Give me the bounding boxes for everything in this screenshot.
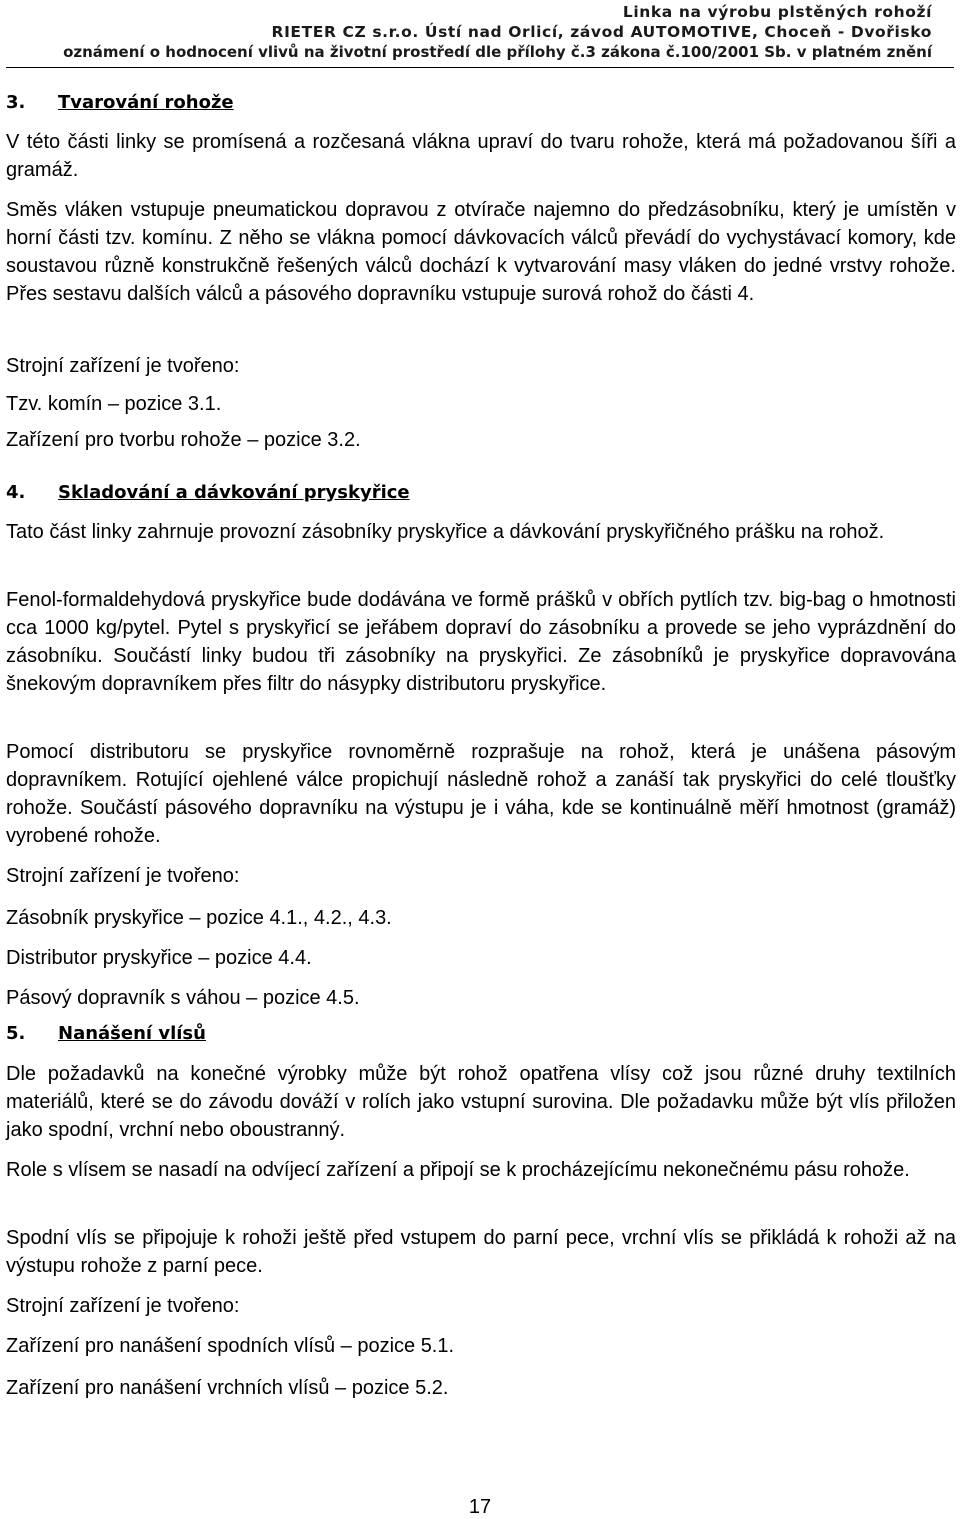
section-3-paragraph-1: V této části linky se promísená a rozčesaná vlákna upraví do tvaru rohože, která má požadovanou šíři a gramáž. <box>6 131 956 181</box>
section-3-number: 3. <box>6 92 26 113</box>
section-4-title: Skladování a dávkování pryskyřice <box>58 482 410 503</box>
section-4-paragraph-2: Fenol-formaldehydová pryskyřice bude dodávána ve formě prášků v obřích pytlích tzv. big-bag o hmotnosti cca 1000 kg/pytel. Pytel s pryskyřicí se jeřábem dopraví do zásobníku a provede se jeho vyprázdnění do zásobníku. Součástí linky budou tři zásobníky na pryskyřici. Ze zásobníků je pryskyřice dopravována šnekovým dopravníkem přes filtr do násypky distributoru pryskyřice. <box>6 589 956 695</box>
section-5-paragraph-3: Spodní vlís se připojuje k rohoži ještě před vstupem do parní pece, vrchní vlís se přikládá k rohoži až na výstupu rohože z parní pece. <box>6 1227 956 1277</box>
section-3-item-1: Tzv. komín – pozice 3.1. <box>6 393 222 415</box>
section-5-item-2: Zařízení pro nanášení vrchních vlísů – pozice 5.2. <box>6 1377 449 1399</box>
header-line-1: Linka na výrobu plstěných rohoží <box>622 3 932 21</box>
header-line-3: oznámení o hodnocení vlivů na životní prostředí dle přílohy č.3 zákona č.100/2001 Sb. v platném znění <box>63 43 932 61</box>
section-4-item-3: Pásový dopravník s váhou – pozice 4.5. <box>6 987 360 1009</box>
section-3-title: Tvarování rohože <box>58 92 234 113</box>
header-rule <box>6 67 954 68</box>
section-4-number: 4. <box>6 482 26 503</box>
section-5-number: 5. <box>6 1023 26 1044</box>
section-4-item-2: Distributor pryskyřice – pozice 4.4. <box>6 947 312 969</box>
page-header <box>63 2 932 62</box>
section-3-paragraph-2: Směs vláken vstupuje pneumatickou dopravou z otvírače najemno do předzásobníku, který je umístěn v horní části tzv. komínu. Z něho se vlákna pomocí dávkovacích válců převádí do vychystávací komory, kde soustavou různě konstrukčně řešených válců dochází k vytvarování masy vláken do jedné vrstvy rohože. Přes sestavu dalších válců a pásového dopravníku vstupuje surová rohož do části 4. <box>6 199 956 305</box>
section-4-equipment-label: Strojní zařízení je tvořeno: <box>6 865 240 887</box>
section-4-item-1: Zásobník pryskyřice – pozice 4.1., 4.2., 4.3. <box>6 907 392 929</box>
section-5-heading <box>6 1023 206 1045</box>
section-5-paragraph-2: Role s vlísem se nasadí na odvíjecí zařízení a připojí se k procházejícímu nekonečnému pásu rohože. <box>6 1159 910 1181</box>
section-5-paragraph-1: Dle požadavků na konečné výrobky může být rohož opatřena vlísy což jsou různé druhy textilních materiálů, které se do závodu dováží v rolích jako vstupní surovina. Dle požadavku může být vlís přiložen jako spodní, vrchní nebo oboustranný. <box>6 1063 956 1141</box>
section-3-equipment-label: Strojní zařízení je tvořeno: <box>6 355 240 377</box>
section-5-title: Nanášení vlísů <box>58 1023 206 1044</box>
header-line-2: RIETER CZ s.r.o. Ústí nad Orlicí, závod AUTOMOTIVE, Choceň - Dvořisko <box>271 23 932 41</box>
section-3-item-2: Zařízení pro tvorbu rohože – pozice 3.2. <box>6 429 361 451</box>
section-4-heading <box>6 482 410 504</box>
page-number: 17 <box>468 1496 492 1518</box>
section-5-item-1: Zařízení pro nanášení spodních vlísů – pozice 5.1. <box>6 1335 455 1357</box>
section-5-equipment-label: Strojní zařízení je tvořeno: <box>6 1295 240 1317</box>
section-4-paragraph-1: Tato část linky zahrnuje provozní zásobníky pryskyřice a dávkování pryskyřičného prášku na rohož. <box>6 521 885 543</box>
section-4-paragraph-3: Pomocí distributoru se pryskyřice rovnoměrně rozprašuje na rohož, která je unášena pásovým dopravníkem. Rotující ojehlené válce propichují následně rohož a zanáší tak pryskyřici do celé tloušťky rohože. Součástí pásového dopravníku na výstupu je i váha, kde se kontinuálně měří hmotnost (gramáž) vyrobené rohože. <box>6 741 956 847</box>
section-3-heading <box>6 92 234 114</box>
